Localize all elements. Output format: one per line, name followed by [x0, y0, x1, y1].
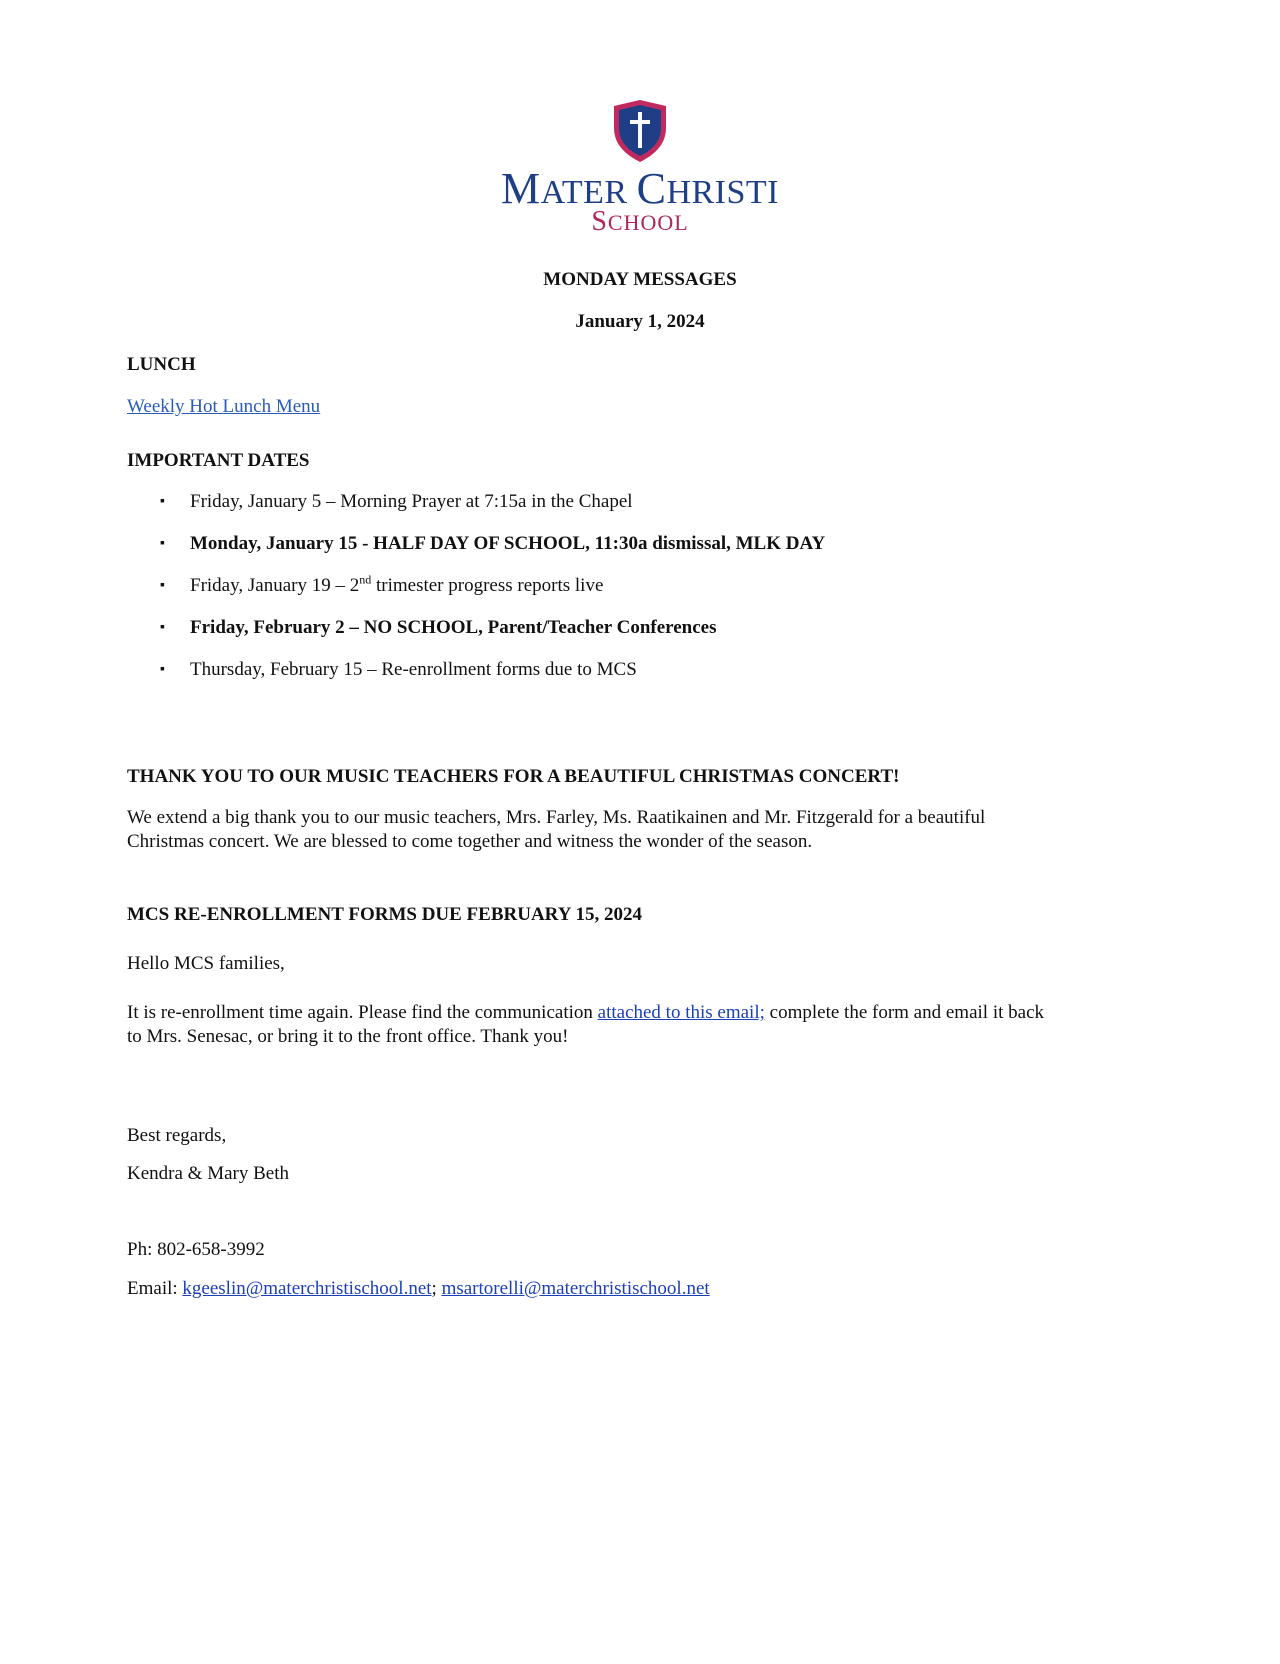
date-item-text-post: trimester progress reports live: [371, 575, 604, 596]
reenrollment-line-2: to Mrs. Senesac, or bring it to the front office. Thank you!: [127, 1026, 569, 1047]
attachment-link[interactable]: attached to this email;: [597, 1002, 765, 1023]
email-link-kgeeslin[interactable]: kgeeslin@materchristischool.net: [182, 1278, 432, 1299]
list-item: [160, 532, 1160, 574]
reenrollment-text-pre: It is re-enrollment time again. Please find the communication: [127, 1002, 598, 1023]
signature-names: Kendra & Mary Beth: [127, 1163, 289, 1184]
concert-heading: THANK YOU TO OUR MUSIC TEACHERS FOR A BEAUTIFUL CHRISTMAS CONCERT!: [127, 766, 900, 787]
bullet-icon: ▪: [160, 662, 165, 677]
reenrollment-text-post: complete the form and email it back: [764, 1002, 1044, 1023]
page-date: January 1, 2024: [575, 311, 705, 332]
date-item-text: Thursday, February 15 – Re-enrollment forms due to MCS: [190, 659, 637, 680]
date-item-text-pre: Friday, January 19 – 2: [190, 575, 360, 596]
phone-number: Ph: 802-658-3992: [127, 1239, 265, 1260]
lunch-heading: LUNCH: [127, 354, 196, 375]
email-link-msartorelli[interactable]: msartorelli@materchristischool.net: [441, 1278, 710, 1299]
bullet-icon: ▪: [160, 620, 165, 635]
reenrollment-heading: MCS RE-ENROLLMENT FORMS DUE FEBRUARY 15, 2024: [127, 904, 642, 925]
hot-lunch-menu-link[interactable]: Weekly Hot Lunch Menu: [127, 396, 321, 417]
logo-wordmark: MATER CHRISTI: [500, 164, 780, 213]
bullet-icon: ▪: [160, 536, 165, 551]
concert-paragraph: [127, 806, 1167, 854]
list-item: [160, 658, 1160, 700]
list-item: [160, 490, 1160, 532]
date-item-superscript: nd: [359, 572, 372, 587]
date-item-text: Monday, January 15 - HALF DAY OF SCHOOL, 11:30a dismissal, MLK DAY: [190, 533, 826, 554]
concert-line-1: We extend a big thank you to our music teachers, Mrs. Farley, Ms. Raatikainen and Mr. Fitzgerald for a beautiful: [127, 807, 986, 828]
email-separator: ;: [431, 1278, 442, 1299]
email-label: Email:: [127, 1278, 183, 1299]
list-item: [160, 574, 1160, 616]
date-item-text: Friday, January 5 – Morning Prayer at 7:15a in the Chapel: [190, 491, 633, 512]
bullet-icon: ▪: [160, 494, 165, 509]
bullet-icon: ▪: [160, 578, 165, 593]
closing-text: Best regards,: [127, 1125, 227, 1146]
school-logo: [0, 98, 1280, 237]
important-dates-heading: IMPORTANT DATES: [127, 450, 310, 471]
date-item-text: Friday, February 2 – NO SCHOOL, Parent/Teacher Conferences: [190, 617, 717, 638]
page-title: MONDAY MESSAGES: [543, 269, 737, 290]
list-item: [160, 616, 1160, 658]
email-line: [127, 1277, 1167, 1301]
reenrollment-greeting: Hello MCS families,: [127, 953, 285, 974]
concert-line-2: Christmas concert. We are blessed to come together and witness the wonder of the season.: [127, 831, 813, 852]
shield-cross-icon: [610, 98, 670, 164]
reenrollment-paragraph: [127, 1001, 1167, 1049]
important-dates-list: [160, 490, 1160, 700]
logo-subtitle: SCHOOL: [591, 206, 689, 237]
